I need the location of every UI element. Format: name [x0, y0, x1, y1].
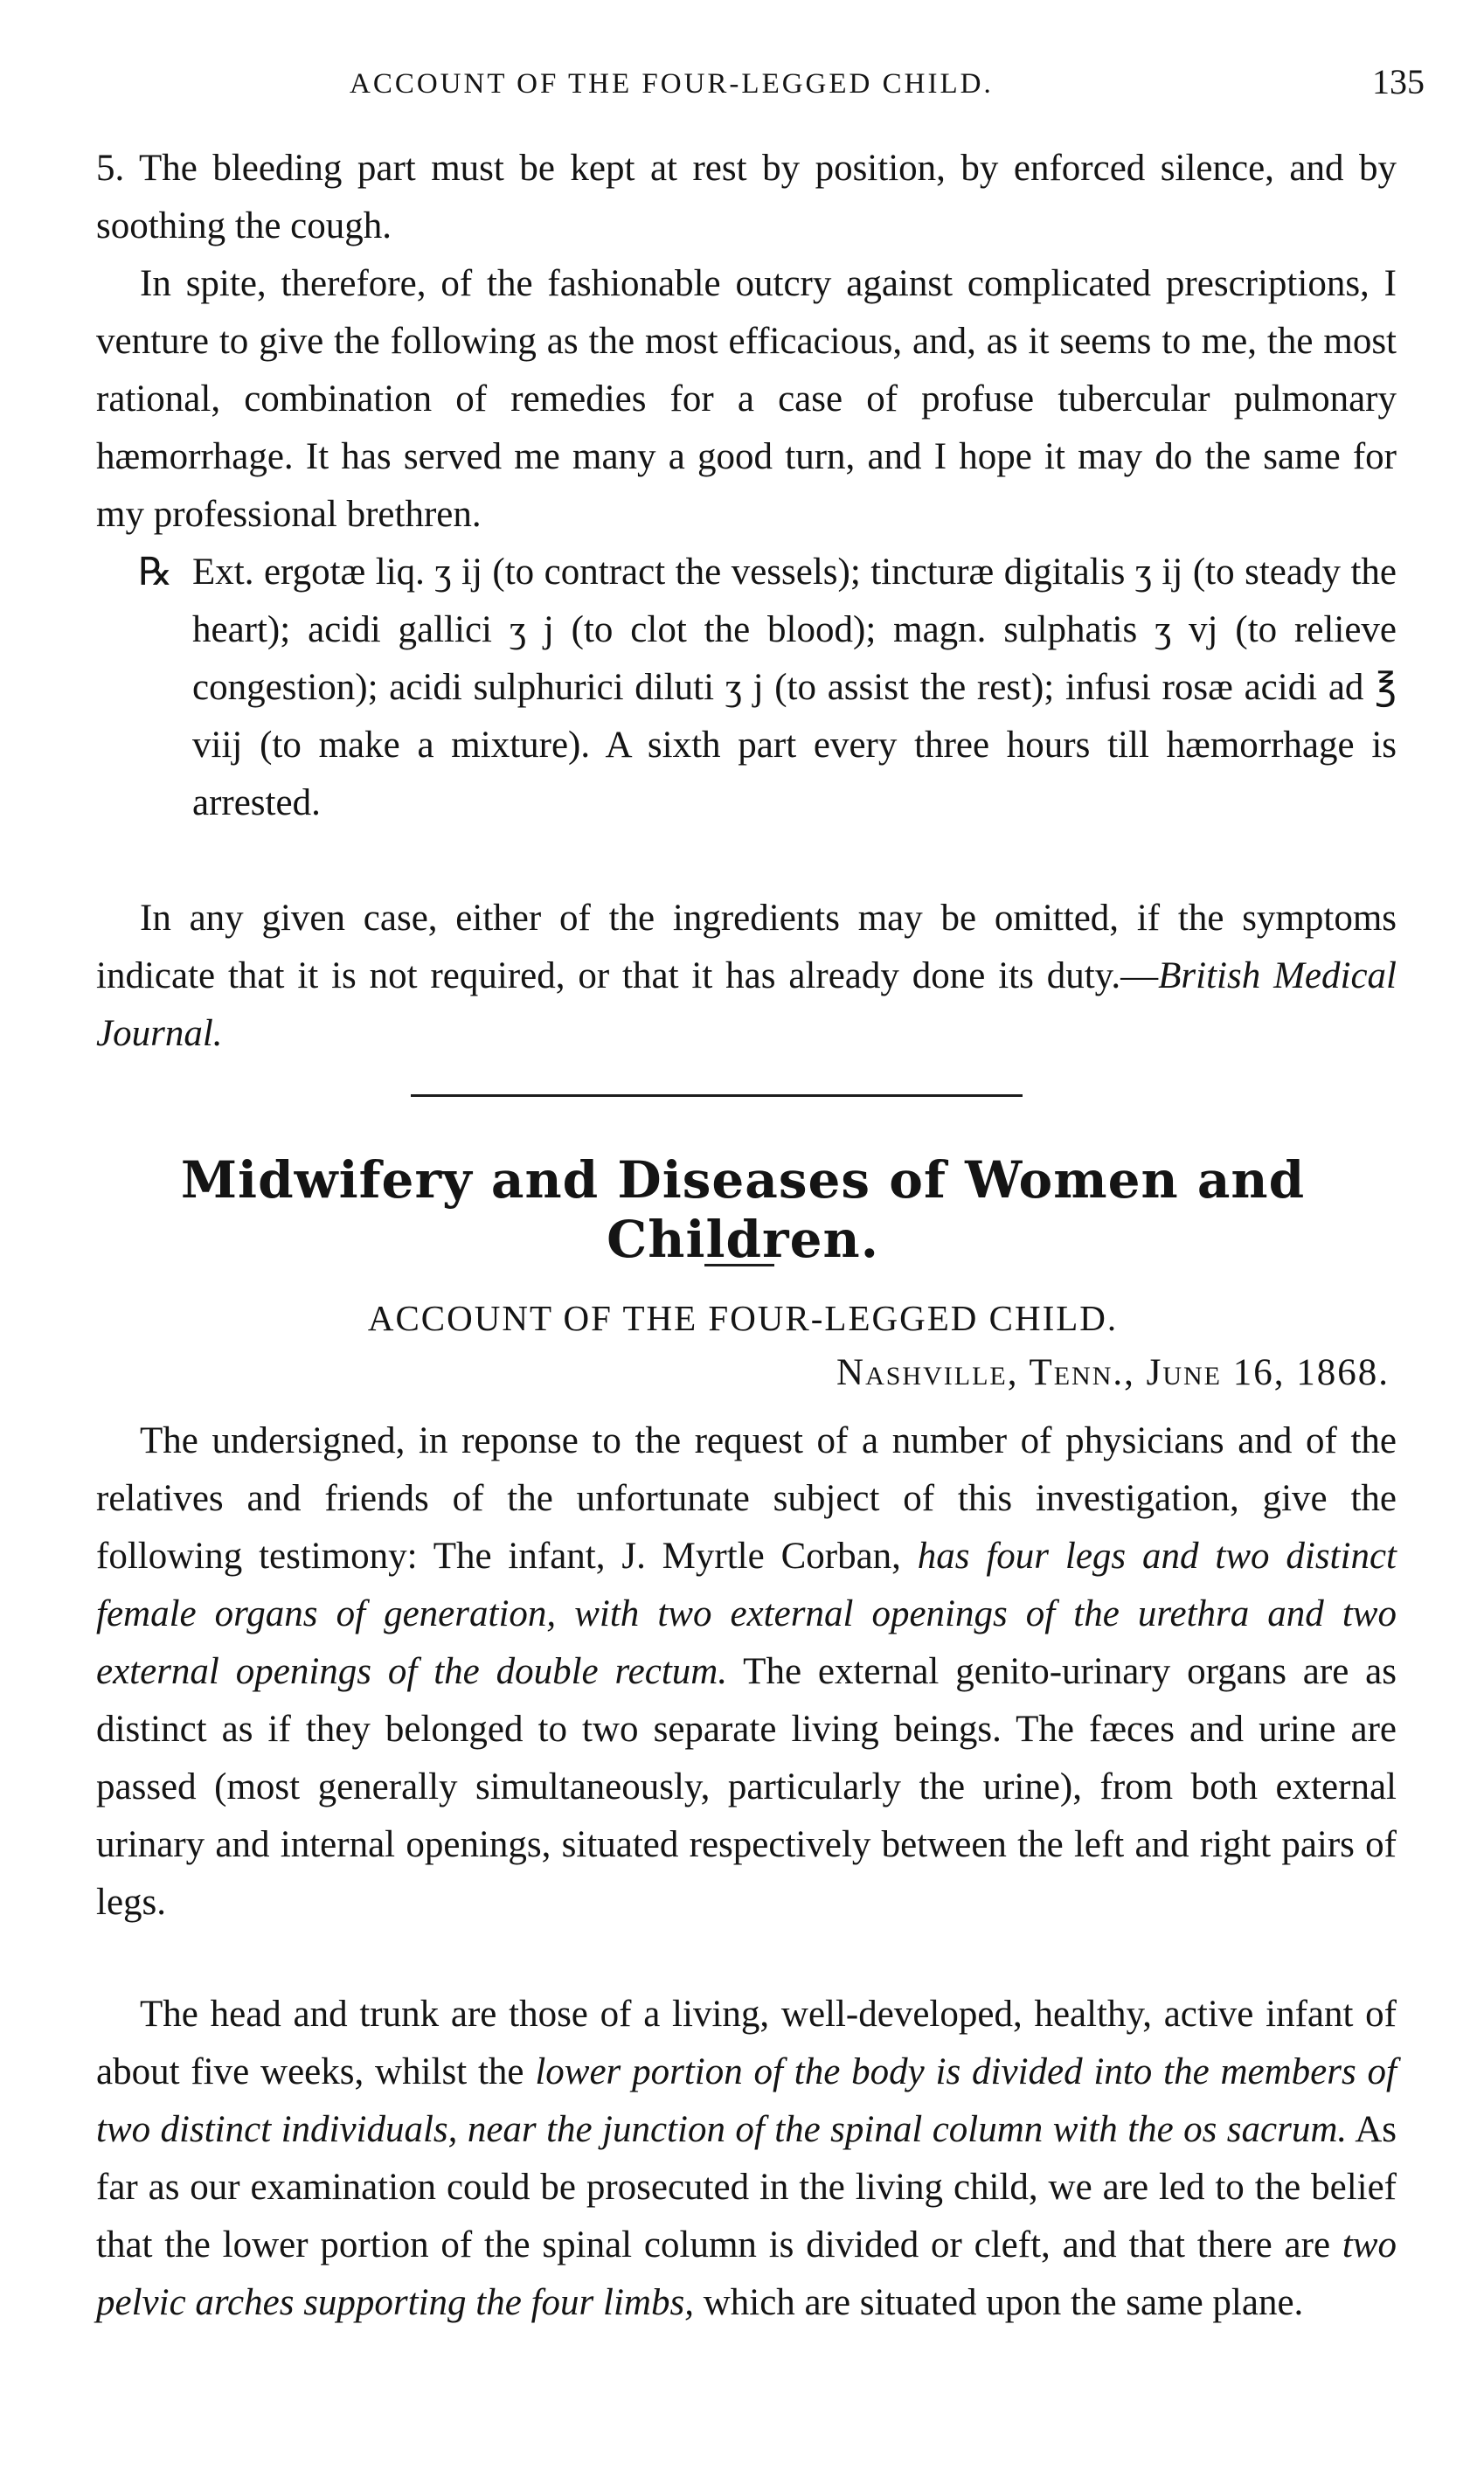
dateline: Nashville, Tenn., June 16, 1868. [836, 1352, 1390, 1393]
paragraph-ingredients [96, 890, 1397, 1063]
article-paragraph-1 [96, 1412, 1397, 1932]
paragraph-text [96, 1986, 1397, 2332]
paragraph-body: which are situated upon the same plane. [693, 2282, 1304, 2323]
paragraph-text [96, 890, 1397, 1063]
paragraph-body: As far as our examination could be prosecuted in the living child, we are led to the belief that the lower portion of the spinal column is divided or cleft, and that there are [96, 2109, 1397, 2265]
paragraph-bleeding [96, 140, 1397, 255]
section-divider [411, 1094, 1023, 1097]
paragraph-body: The head and trunk are those of a living, well-developed, healthy, active infant of about five weeks, whilst the [96, 1994, 1397, 2092]
page-number: 135 [1372, 62, 1425, 101]
heading-rule [704, 1264, 774, 1266]
article-title: ACCOUNT OF THE FOUR-LEGGED CHILD. [367, 1298, 1119, 1338]
paragraph-body: The undersigned, in reponse to the request of a number of physicians and of the relatives and friends of the unfortunate subject of this investigation, give the following testimony: The infant, J. Myrtle Corban, [96, 1420, 1397, 1577]
italic-passage: has four legs and two distinct female organs of generation, with two external openings of the urethra and two external openings of the double rectum. [96, 1536, 1397, 1692]
paragraph-text: 5. The bleeding part must be kept at rest by position, by enforced silence, and by soothing the cough. [96, 148, 1397, 246]
paragraph-prescriptions [96, 255, 1397, 544]
running-head-title: ACCOUNT OF THE FOUR-LEGGED CHILD. [350, 68, 994, 100]
section-heading: Midwifery and Diseases of Women and Children. [180, 1150, 1306, 1269]
italic-passage: lower portion of the body is divided into the members of two distinct individuals, near the junction of the spinal column with the os sacrum. [96, 2051, 1397, 2150]
italic-passage: two pelvic arches supporting the four limbs, [96, 2224, 1397, 2323]
source-citation: British Medical Journal. [96, 955, 1397, 1054]
article-paragraph-2 [96, 1986, 1397, 2332]
prescription-text: Ext. ergotæ liq. ʒ ij (to contract the vessels); tincturæ digitalis ʒ ij (to steady the heart); acidi gallici ʒ j (to clot the blood); magn. sulphatis ʒ vj (to relieve congestion); acidi sulphurici diluti ʒ j (to assist the rest); infusi rosæ acidi ad ℥ viij (to make a mixture). A sixth part every three hours till hæmorrhage is arrested. [192, 552, 1397, 823]
paragraph-body: The external genito-urinary organs are as distinct as if they belonged to two separate living beings. The fæces and urine are passed (most generally simultaneously, particularly the urine), from both external urinary and internal openings, situated respectively between the left and right pairs of legs. [96, 1651, 1397, 1923]
paragraph-text [96, 1412, 1397, 1932]
paragraph-text: In spite, therefore, of the fashionable outcry against complicated prescriptions, I venture to give the following as the most efficacious, and, as it seems to me, the most rational, combination of remedies for a case of profuse tubercular pulmonary hæmorrhage. It has served me many a good turn, and I hope it may do the same for my professional brethren. [96, 263, 1397, 535]
recipe-symbol: ℞ [138, 551, 173, 593]
running-head [96, 61, 1425, 122]
prescription-block [96, 544, 1397, 832]
paragraph-body: In any given case, either of the ingredients may be omitted, if the symptoms indicate that it is not required, or that it has already done its duty.— [96, 898, 1397, 996]
